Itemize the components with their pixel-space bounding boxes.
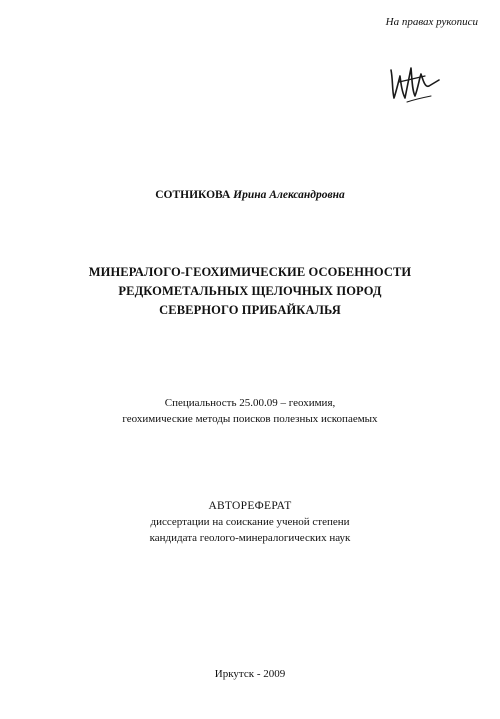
rights-note: На правах рукописи [385, 16, 478, 28]
abstract-line: диссертации на соискание ученой степени [150, 516, 350, 528]
author-given-names: Ирина Александровна [233, 189, 345, 201]
title-line: МИНЕРАЛОГО-ГЕОХИМИЧЕСКИЕ ОСОБЕННОСТИ [88, 265, 412, 279]
specialty-block [0, 395, 500, 427]
author-surname: СОТНИКОВА [155, 189, 231, 201]
specialty-line: геохимические методы поисков полезных ископаемых [122, 413, 378, 425]
dissertation-title [0, 263, 500, 320]
title-line: СЕВЕРНОГО ПРИБАЙКАЛЬЯ [159, 303, 341, 317]
author-name [0, 189, 500, 201]
abstract-line: кандидата геолого-минералогических наук [149, 532, 351, 544]
abstract-heading: АВТОРЕФЕРАТ [208, 500, 292, 512]
place-year: Иркутск - 2009 [214, 668, 286, 680]
title-line: РЕДКОМЕТАЛЬНЫХ ЩЕЛОЧНЫХ ПОРОД [118, 284, 382, 298]
handwritten-signature [385, 58, 445, 106]
specialty-line: Специальность 25.00.09 – геохимия, [164, 397, 336, 409]
abstract-block [0, 498, 500, 546]
